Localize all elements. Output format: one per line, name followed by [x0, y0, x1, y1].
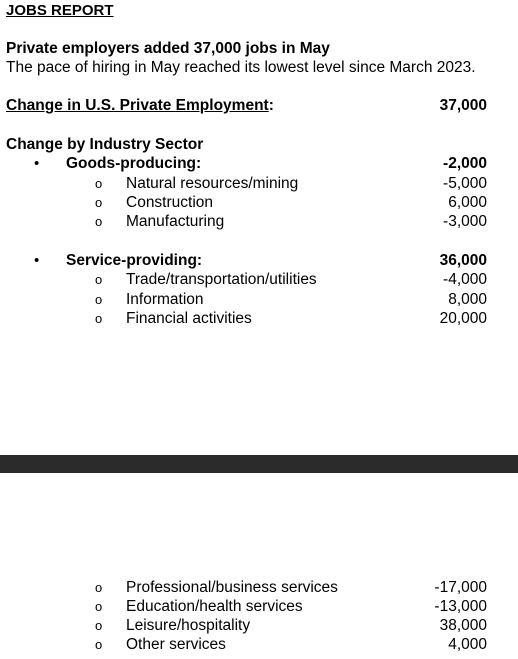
sector-label-goods: Goods-producing: — [66, 155, 202, 172]
total-label-suffix: : — [268, 97, 274, 114]
sub-item-label: Natural resources/mining — [126, 175, 299, 192]
report-label: JOBS REPORT — [6, 2, 114, 19]
sub-item-label: Manufacturing — [126, 213, 225, 230]
sub-item-label: Other services — [126, 636, 226, 653]
sectors-title: Change by Industry Sector — [6, 136, 204, 153]
sub-bullet-icon: o — [95, 580, 103, 595]
sub-bullet-icon: o — [95, 311, 103, 326]
sector-value-goods: -2,000 — [443, 155, 487, 172]
total-label-text: Change in U.S. Private Employment — [6, 97, 269, 114]
sub-item-value: -3,000 — [443, 213, 487, 230]
sub-item-label: Leisure/hospitality — [126, 617, 251, 634]
subhead: The pace of hiring in May reached its lowest level since March 2023. — [6, 59, 476, 76]
sub-item-value: 4,000 — [448, 636, 487, 653]
sub-item-label: Education/health services — [126, 598, 303, 615]
sub-bullet-icon: o — [95, 214, 103, 229]
sector-label-services: Service-providing: — [66, 252, 203, 269]
sub-item-value: -13,000 — [434, 598, 487, 615]
total-value: 37,000 — [439, 97, 487, 114]
sub-item-value: 38,000 — [439, 617, 487, 634]
page-break-divider — [0, 455, 518, 473]
sub-bullet-icon: o — [95, 176, 103, 191]
sub-item-label: Financial activities — [126, 310, 252, 327]
headline: Private employers added 37,000 jobs in May — [6, 40, 330, 57]
total-label — [6, 96, 274, 115]
sub-bullet-icon: o — [95, 272, 103, 287]
sub-bullet-icon: o — [95, 292, 103, 307]
sub-item-value: 8,000 — [448, 291, 487, 308]
sub-bullet-icon: o — [95, 618, 103, 633]
bullet-icon: • — [34, 252, 40, 269]
sector-value-services: 36,000 — [439, 252, 487, 269]
bullet-icon: • — [34, 155, 40, 172]
sub-bullet-icon: o — [95, 637, 103, 652]
sub-item-value: -4,000 — [443, 271, 487, 288]
sub-item-label: Information — [126, 291, 204, 308]
sub-item-label: Trade/transportation/utilities — [126, 271, 317, 288]
sub-bullet-icon: o — [95, 599, 103, 614]
sub-item-label: Construction — [126, 194, 214, 211]
sub-item-value: 6,000 — [448, 194, 487, 211]
document-page-2 — [0, 473, 518, 659]
sub-item-label: Professional/business services — [126, 579, 338, 596]
sub-item-value: -17,000 — [434, 579, 487, 596]
sub-item-value: -5,000 — [443, 175, 487, 192]
sub-bullet-icon: o — [95, 195, 103, 210]
sub-item-value: 20,000 — [439, 310, 487, 327]
